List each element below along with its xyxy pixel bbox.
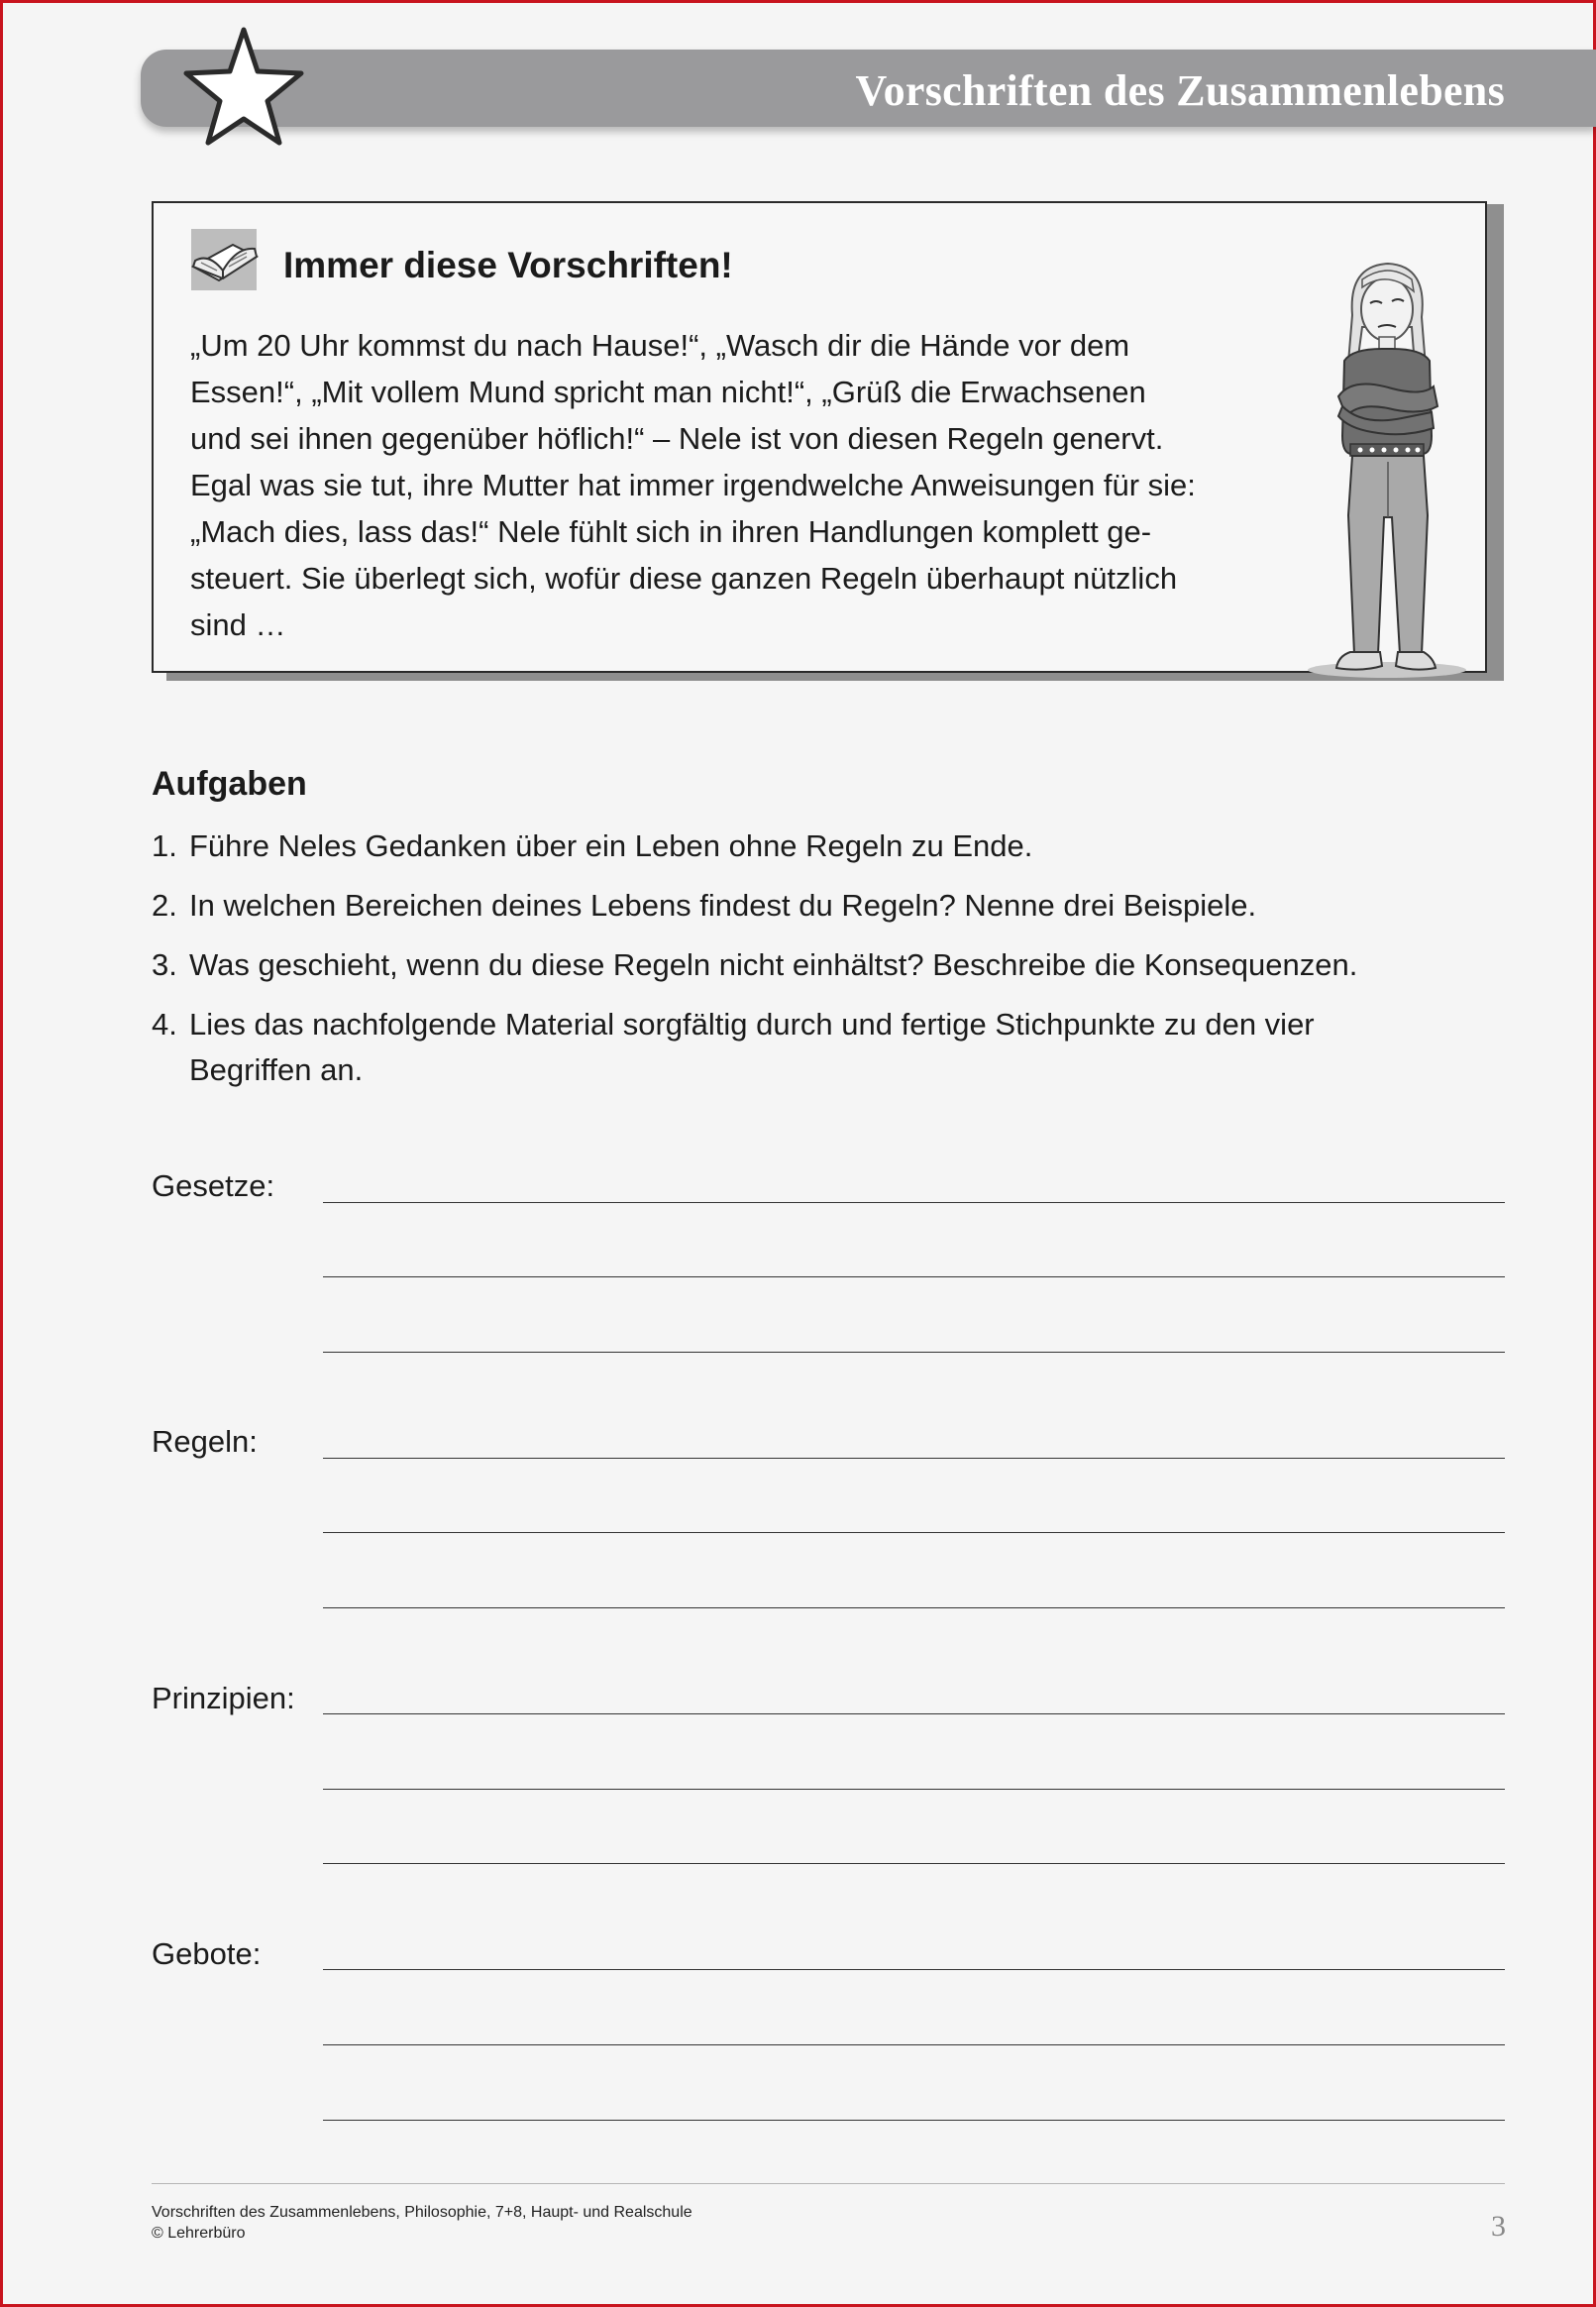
- answer-line[interactable]: [323, 1713, 1505, 1714]
- answer-line[interactable]: [323, 1202, 1505, 1203]
- book-icon: [187, 227, 261, 292]
- task-text: In welchen Bereichen deines Lebens findest du Regeln? Nenne drei Beispiele.: [189, 888, 1257, 923]
- task-number: 1.: [152, 828, 177, 863]
- intro-text-line: steuert. Sie überlegt sich, wofür diese ganzen Regeln überhaupt nützlich: [190, 561, 1178, 596]
- intro-text-line: „Um 20 Uhr kommst du nach Hause!“, „Wasch dir die Hände vor dem: [190, 328, 1130, 363]
- answer-line[interactable]: [323, 1458, 1505, 1459]
- answer-line[interactable]: [323, 1532, 1505, 1533]
- answer-line[interactable]: [323, 1352, 1505, 1353]
- intro-heading: Immer diese Vorschriften!: [283, 245, 733, 285]
- task-text: Was geschieht, wenn du diese Regeln nicht einhältst? Beschreibe die Konsequenzen.: [189, 947, 1358, 982]
- footer-source: Vorschriften des Zusammenlebens, Philosophie, 7+8, Haupt- und Realschule: [152, 2204, 692, 2221]
- intro-text-line: und sei ihnen gegenüber höflich!“ – Nele ist von diesen Regeln genervt.: [190, 421, 1164, 456]
- answer-line[interactable]: [323, 2120, 1505, 2121]
- footer-copyright: © Lehrerbüro: [152, 2225, 246, 2242]
- intro-text-line: Egal was sie tut, ihre Mutter hat immer irgendwelche Anweisungen für sie:: [190, 468, 1196, 502]
- answer-line[interactable]: [323, 1276, 1505, 1277]
- intro-text-line: Essen!“, „Mit vollem Mund spricht man nicht!“, „Grüß die Erwachsenen: [190, 375, 1146, 409]
- term-label-gebote: Gebote:: [152, 1936, 262, 1971]
- answer-line[interactable]: [323, 1863, 1505, 1864]
- term-label-prinzipien: Prinzipien:: [152, 1681, 295, 1715]
- answer-line[interactable]: [323, 1969, 1505, 1970]
- girl-illustration: [1293, 258, 1481, 832]
- intro-box: [152, 201, 1487, 673]
- intro-text: [190, 322, 1330, 648]
- term-label-gesetze: Gesetze:: [152, 1168, 275, 1203]
- page-title: Vorschriften des Zusammenlebens: [855, 66, 1505, 115]
- task-number: 3.: [152, 947, 177, 982]
- task-text: Begriffen an.: [189, 1052, 364, 1087]
- task-text: Lies das nachfolgende Material sorgfältig durch und fertige Stichpunkte zu den vier: [189, 1007, 1315, 1042]
- page-number: 3: [1491, 2210, 1506, 2243]
- tasks-heading: Aufgaben: [152, 765, 307, 803]
- task-number: 4.: [152, 1007, 177, 1042]
- term-label-regeln: Regeln:: [152, 1424, 258, 1459]
- footer-divider: [152, 2183, 1505, 2184]
- intro-text-line: sind …: [190, 607, 286, 642]
- star-icon: [178, 24, 305, 149]
- answer-line[interactable]: [323, 1607, 1505, 1608]
- answer-line[interactable]: [323, 1789, 1505, 1790]
- answer-line[interactable]: [323, 2044, 1505, 2045]
- intro-text-line: „Mach dies, lass das!“ Nele fühlt sich in ihren Handlungen komplett ge-: [190, 514, 1152, 549]
- task-number: 2.: [152, 888, 177, 923]
- task-text: Führe Neles Gedanken über ein Leben ohne Regeln zu Ende.: [189, 828, 1033, 863]
